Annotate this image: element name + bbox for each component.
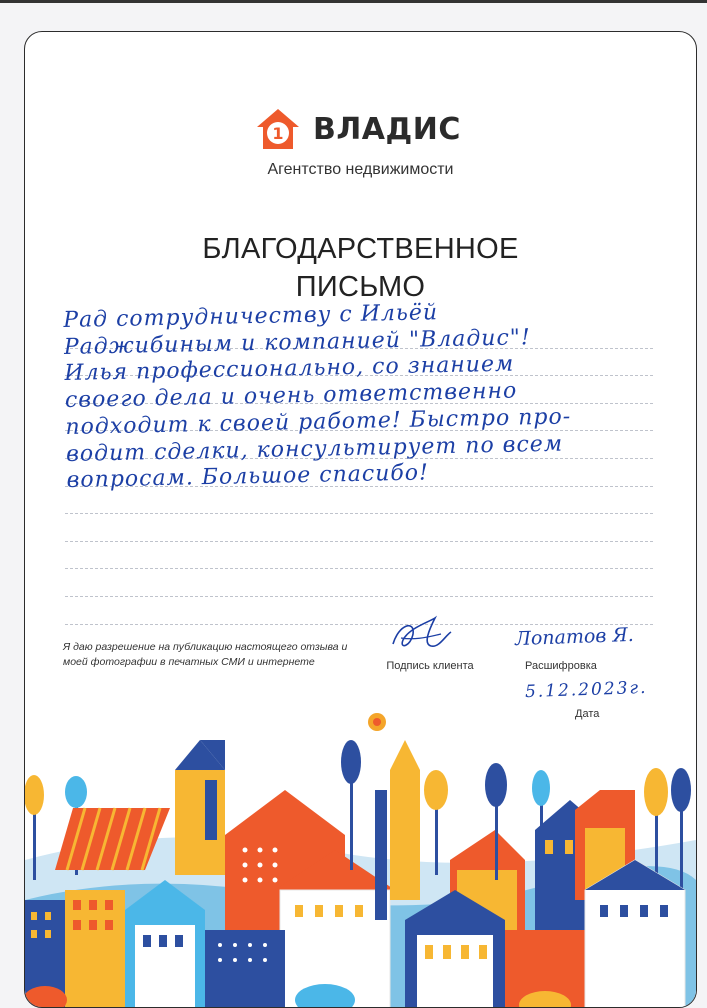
brand-logo [255,107,461,151]
handwritten-line: Раджибиным и компанией "Владис"! [63,324,531,360]
letter-card [24,31,697,1008]
date-label: Дата [575,708,600,720]
logo-digit: 1 [272,124,284,143]
client-signature [385,610,465,660]
handwritten-review [63,295,667,494]
handwritten-line: Рад сотрудничеству с Ильёй [63,300,439,333]
city-illustration [25,700,696,1008]
title-line-2: ПИСЬМО [295,271,426,303]
brand-name: ВЛАДИС [313,111,461,147]
date-handwritten: 5.12.2023г. [524,677,648,703]
handwritten-line: своего дела и очень ответственно [64,378,518,414]
brand-tagline: Агентство недвижимости [267,161,454,178]
signature-label: Подпись клиента [386,660,474,672]
publication-permission: Я даю разрешение на публикацию настоящего отзыва и моей фотографии в печатных СМИ и интернете [63,641,348,668]
decoding-handwritten: Лопатов Я. [514,623,635,651]
handwritten-line: подходит к своей работе! Быстро про- [65,404,572,440]
handwritten-line: Илья профессионально, со знанием [64,351,515,387]
handwritten-line: вопросам. Большое спасибо! [66,460,430,494]
house-key-icon [255,107,301,151]
document-title [25,230,696,306]
scan-top-edge [0,0,707,3]
title-line-1: БЛАГОДАРСТВЕННОЕ [202,233,519,265]
handwritten-line: водит сделки, консультирует по всем [65,431,564,467]
decoding-label: Расшифровка [525,660,597,672]
